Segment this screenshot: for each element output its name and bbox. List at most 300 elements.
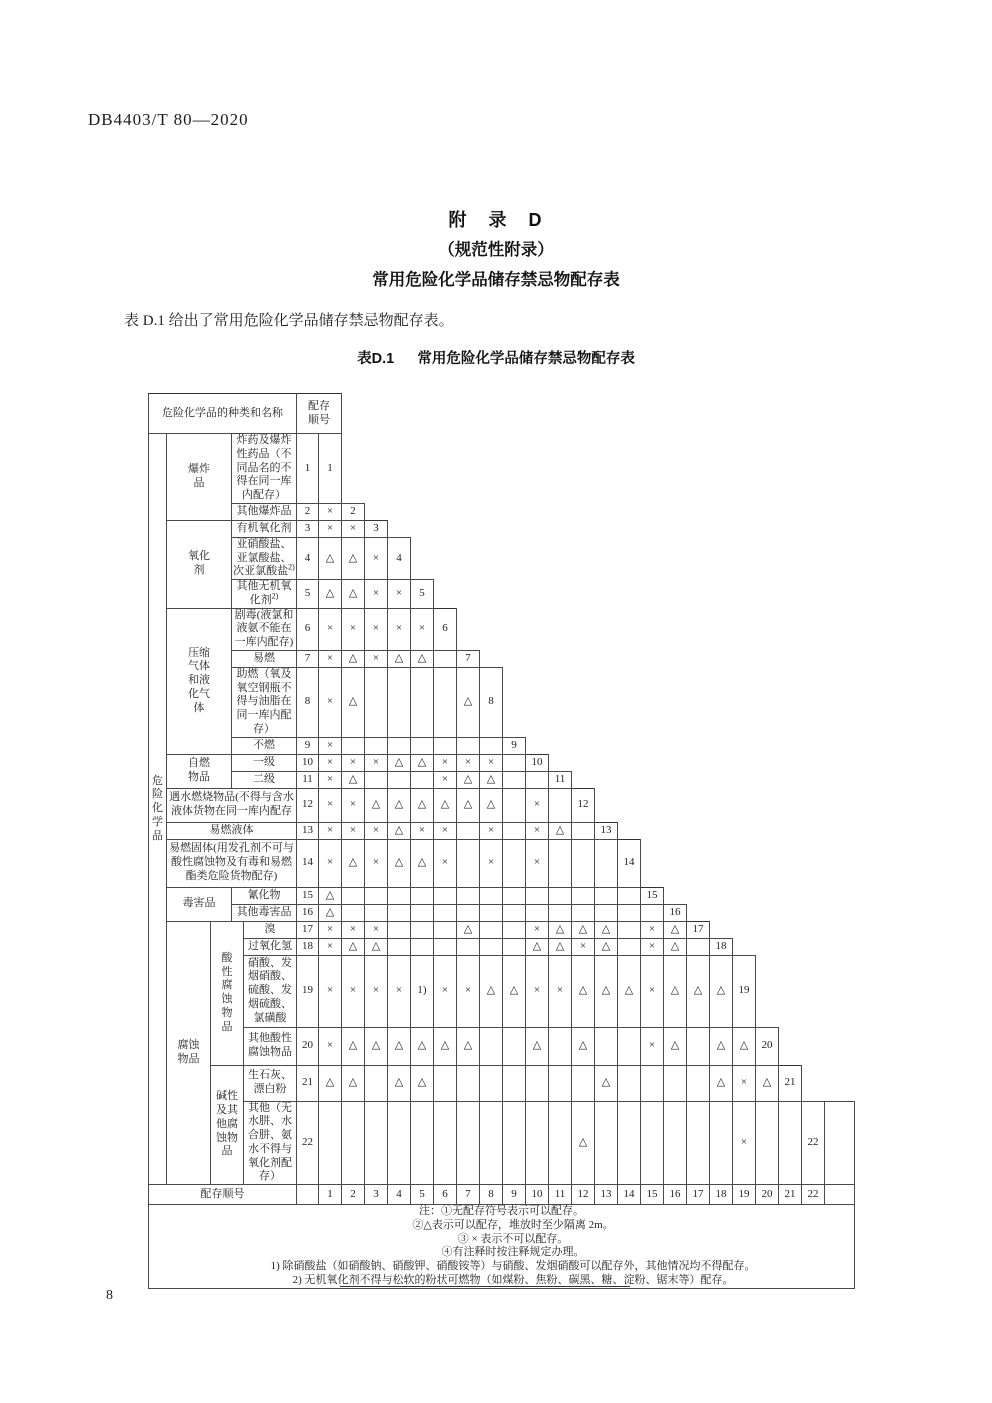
row-sequence-number: 14 <box>297 839 319 887</box>
matrix-cell: △ <box>572 1027 595 1065</box>
diagonal-number-cell: 9 <box>503 737 526 754</box>
row-label: 一级 <box>232 754 297 771</box>
matrix-cell: × <box>319 503 342 520</box>
row-label: 其他毒害品 <box>232 904 297 921</box>
matrix-cell: × <box>365 955 388 1027</box>
matrix-cell: × <box>342 520 365 537</box>
matrix-cell-empty <box>618 921 641 938</box>
matrix-cell: △ <box>434 788 457 822</box>
matrix-cell: × <box>411 608 434 650</box>
matrix-cell: × <box>457 754 480 771</box>
matrix-cell: × <box>342 822 365 839</box>
row-sequence-number: 18 <box>297 938 319 955</box>
matrix-cell-empty <box>434 650 457 667</box>
matrix-cell-empty <box>549 839 572 887</box>
matrix-cell: △ <box>342 1065 365 1101</box>
matrix-cell-empty <box>480 887 503 904</box>
footer-column-number: 19 <box>733 1185 756 1205</box>
matrix-cell-empty <box>664 1101 687 1185</box>
matrix-cell-empty <box>365 1065 388 1101</box>
group-label: 腐蚀物品 <box>167 921 211 1185</box>
matrix-cell: × <box>319 822 342 839</box>
matrix-cell: △ <box>342 650 365 667</box>
matrix-cell: × <box>388 955 411 1027</box>
matrix-cell: △ <box>710 1027 733 1065</box>
row-sequence-number: 7 <box>297 650 319 667</box>
matrix-cell: × <box>526 955 549 1027</box>
matrix-cell: × <box>365 608 388 650</box>
matrix-cell-empty <box>595 904 618 921</box>
matrix-cell-empty <box>365 904 388 921</box>
matrix-cell-empty <box>388 771 411 788</box>
matrix-cell: △ <box>319 887 342 904</box>
matrix-cell-empty <box>342 887 365 904</box>
matrix-cell: × <box>365 754 388 771</box>
matrix-cell: △ <box>319 580 342 609</box>
matrix-cell-empty <box>388 667 411 737</box>
diagonal-number-cell: 17 <box>687 921 710 938</box>
matrix-cell-empty <box>503 887 526 904</box>
row-label: 生石灰、漂白粉 <box>244 1065 297 1101</box>
matrix-cell: × <box>365 580 388 609</box>
trailing-empty-cell <box>825 1101 855 1185</box>
note-line: 2) 无机氧化剂不得与松软的粉状可燃物（如煤粉、焦粉、碳黑、糖、淀粉、锯末等）配存。 <box>292 1273 734 1286</box>
note-line: ④有注释时按注释规定办理。 <box>441 1246 585 1259</box>
row-label: 易燃 <box>232 650 297 667</box>
matrix-cell: × <box>319 650 342 667</box>
table-header-kinds-and-names: 危险化学品的种类和名称 <box>149 394 297 434</box>
row-sequence-number: 8 <box>297 667 319 737</box>
footer-column-number: 12 <box>572 1185 595 1205</box>
matrix-cell: × <box>319 938 342 955</box>
matrix-cell: 1) <box>411 955 434 1027</box>
matrix-cell: × <box>319 771 342 788</box>
diagonal-number-cell: 3 <box>365 520 388 537</box>
table-notes <box>149 1205 855 1289</box>
matrix-cell-empty <box>779 1101 802 1185</box>
matrix-cell-empty <box>388 1101 411 1185</box>
matrix-cell: × <box>457 955 480 1027</box>
matrix-cell: △ <box>457 921 480 938</box>
vertical-axis-label-hazardous-chemicals: 危 险 化 学 品 <box>149 434 167 1185</box>
intro-paragraph: 表 D.1 给出了常用危险化学品储存禁忌物配存表。 <box>124 313 454 329</box>
matrix-cell: △ <box>480 771 503 788</box>
matrix-cell: × <box>434 955 457 1027</box>
matrix-cell-empty <box>503 788 526 822</box>
group-label: 爆炸品 <box>167 434 232 521</box>
matrix-cell: △ <box>664 955 687 1027</box>
row-sequence-number: 5 <box>297 580 319 609</box>
matrix-cell-empty <box>434 921 457 938</box>
row-label: 其他无机氧化剂$^{2)}$ <box>232 580 297 609</box>
matrix-cell: △ <box>572 955 595 1027</box>
matrix-cell: △ <box>572 1101 595 1185</box>
diagonal-number-cell: 14 <box>618 839 641 887</box>
row-sequence-number: 1 <box>297 434 319 504</box>
row-label: 硝酸、发烟硝酸、硫酸、发烟硫酸、氯磺酸 <box>244 955 297 1027</box>
matrix-cell: △ <box>503 955 526 1027</box>
matrix-cell-empty <box>549 1027 572 1065</box>
group-label: 氧化剂 <box>167 520 232 608</box>
matrix-cell: △ <box>388 754 411 771</box>
matrix-cell-empty <box>526 1101 549 1185</box>
diagonal-number-cell: 10 <box>526 754 549 771</box>
matrix-cell: △ <box>572 921 595 938</box>
matrix-cell-empty <box>365 771 388 788</box>
matrix-cell: × <box>434 754 457 771</box>
diagonal-number-cell: 7 <box>457 650 480 667</box>
row-sequence-number: 16 <box>297 904 319 921</box>
matrix-cell-empty <box>572 887 595 904</box>
matrix-cell-empty <box>480 1101 503 1185</box>
matrix-cell: △ <box>342 938 365 955</box>
matrix-cell-empty <box>457 1101 480 1185</box>
matrix-cell-empty <box>319 1101 342 1185</box>
footer-sequence-label: 配存顺号 <box>149 1185 297 1205</box>
footer-column-number: 17 <box>687 1185 710 1205</box>
footer-trailing-empty-cell <box>825 1185 855 1205</box>
matrix-cell-empty <box>687 938 710 955</box>
matrix-cell: △ <box>342 839 365 887</box>
matrix-cell: × <box>365 650 388 667</box>
row-sequence-number: 11 <box>297 771 319 788</box>
matrix-cell-empty <box>411 921 434 938</box>
matrix-cell-empty <box>434 904 457 921</box>
matrix-cell: × <box>572 938 595 955</box>
row-sequence-number: 2 <box>297 503 319 520</box>
matrix-cell: △ <box>411 754 434 771</box>
row-label: 易燃固体(用发孔剂不可与酸性腐蚀物及有毒和易燃酯类危险货物配存) <box>167 839 297 887</box>
matrix-cell: △ <box>457 1027 480 1065</box>
matrix-cell-empty <box>687 1027 710 1065</box>
row-sequence-number: 22 <box>297 1101 319 1185</box>
footer-empty-cell <box>297 1185 319 1205</box>
matrix-cell-empty <box>480 904 503 921</box>
matrix-cell: × <box>641 955 664 1027</box>
matrix-cell: △ <box>342 580 365 609</box>
matrix-cell-empty <box>549 887 572 904</box>
matrix-cell: △ <box>710 955 733 1027</box>
matrix-cell: × <box>434 771 457 788</box>
matrix-cell: × <box>319 955 342 1027</box>
matrix-cell-empty <box>503 1065 526 1101</box>
matrix-cell: △ <box>480 955 503 1027</box>
matrix-cell: × <box>342 788 365 822</box>
footnote-marker: 2) <box>288 562 295 572</box>
matrix-cell-empty <box>411 904 434 921</box>
matrix-cell: × <box>480 839 503 887</box>
matrix-cell-empty <box>480 921 503 938</box>
matrix-cell-empty <box>526 771 549 788</box>
matrix-cell: △ <box>388 650 411 667</box>
row-label: 溴 <box>244 921 297 938</box>
matrix-cell: △ <box>365 788 388 822</box>
matrix-cell: × <box>526 788 549 822</box>
matrix-cell-empty <box>641 1065 664 1101</box>
matrix-cell-empty <box>549 788 572 822</box>
matrix-cell: × <box>365 921 388 938</box>
group-label: 毒害品 <box>167 887 232 921</box>
matrix-cell: × <box>480 822 503 839</box>
matrix-cell-empty <box>549 904 572 921</box>
matrix-cell-empty <box>503 839 526 887</box>
matrix-cell: △ <box>664 921 687 938</box>
group-label: 自燃物品 <box>167 754 232 788</box>
matrix-cell: △ <box>319 537 342 579</box>
matrix-cell-empty <box>480 938 503 955</box>
footer-column-number: 4 <box>388 1185 411 1205</box>
matrix-cell-empty <box>411 737 434 754</box>
matrix-cell: × <box>434 839 457 887</box>
footer-column-number: 5 <box>411 1185 434 1205</box>
matrix-cell: × <box>365 839 388 887</box>
table-caption-title: 常用危险化学品储存禁忌物配存表 <box>417 351 635 367</box>
footer-column-number: 7 <box>457 1185 480 1205</box>
matrix-cell-empty <box>457 737 480 754</box>
diagonal-number-cell: 19 <box>733 955 756 1027</box>
diagonal-number-cell: 18 <box>710 938 733 955</box>
matrix-cell-empty <box>411 887 434 904</box>
note-line: 1) 除硝酸盐（如硝酸钠、硝酸钾、硝酸铵等）与硝酸、发烟硝酸可以配存外，其他情况均不得配存。 <box>270 1260 756 1272</box>
diagonal-number-cell: 22 <box>802 1101 825 1185</box>
matrix-cell-empty <box>687 1065 710 1101</box>
matrix-cell-empty <box>457 938 480 955</box>
footer-column-number: 15 <box>641 1185 664 1205</box>
row-label: 二级 <box>232 771 297 788</box>
matrix-cell: △ <box>710 1065 733 1101</box>
matrix-cell-empty <box>572 1065 595 1101</box>
footer-column-number: 2 <box>342 1185 365 1205</box>
matrix-cell: △ <box>319 1065 342 1101</box>
group-label: 碱性及其他腐蚀物品 <box>211 1065 244 1185</box>
footer-column-number: 13 <box>595 1185 618 1205</box>
matrix-cell: △ <box>595 921 618 938</box>
matrix-cell: × <box>319 667 342 737</box>
matrix-cell-empty <box>411 1101 434 1185</box>
matrix-cell: △ <box>388 822 411 839</box>
matrix-cell: △ <box>388 1027 411 1065</box>
matrix-cell: △ <box>664 938 687 955</box>
page-number: 8 <box>106 1288 113 1303</box>
matrix-cell: △ <box>618 955 641 1027</box>
matrix-cell: × <box>342 921 365 938</box>
row-label: 其他酸性腐蚀物品 <box>244 1027 297 1065</box>
diagonal-number-cell: 4 <box>388 537 411 579</box>
matrix-cell-empty <box>641 1101 664 1185</box>
matrix-cell-empty <box>503 1101 526 1185</box>
matrix-cell: △ <box>756 1065 779 1101</box>
matrix-cell: △ <box>411 839 434 887</box>
matrix-cell: × <box>388 580 411 609</box>
matrix-cell-empty <box>480 1027 503 1065</box>
matrix-cell-empty <box>457 887 480 904</box>
matrix-cell-empty <box>342 737 365 754</box>
matrix-cell: × <box>319 921 342 938</box>
row-sequence-number: 6 <box>297 608 319 650</box>
matrix-cell: × <box>342 608 365 650</box>
row-sequence-number: 13 <box>297 822 319 839</box>
matrix-cell: △ <box>411 1065 434 1101</box>
matrix-cell: × <box>342 754 365 771</box>
row-label: 剧毒(液氯和液氨不能在一库内配存) <box>232 608 297 650</box>
matrix-cell-empty <box>595 1101 618 1185</box>
table-caption-label: 表D.1 <box>357 351 395 367</box>
matrix-cell: △ <box>457 771 480 788</box>
matrix-cell: △ <box>595 938 618 955</box>
diagonal-number-cell: 21 <box>779 1065 802 1101</box>
matrix-cell-empty <box>572 839 595 887</box>
matrix-cell-empty <box>457 839 480 887</box>
diagonal-number-cell: 5 <box>411 580 434 609</box>
note-line: 注：①无配存符号表示可以配存。 <box>419 1205 584 1217</box>
table-caption <box>0 347 992 368</box>
matrix-cell: △ <box>595 1065 618 1101</box>
matrix-cell: × <box>526 839 549 887</box>
note-line: ③ × 表示不可以配存。 <box>457 1232 569 1245</box>
matrix-cell-empty <box>411 771 434 788</box>
footer-column-number: 3 <box>365 1185 388 1205</box>
matrix-cell-empty <box>411 938 434 955</box>
matrix-cell-empty <box>572 904 595 921</box>
matrix-cell: × <box>319 754 342 771</box>
table-header-sequence-number: 配存顺号 <box>297 394 342 434</box>
matrix-cell: × <box>641 1027 664 1065</box>
matrix-cell-empty <box>595 839 618 887</box>
row-label: 其他爆炸品 <box>232 503 297 520</box>
matrix-cell-empty <box>549 1065 572 1101</box>
matrix-cell-empty <box>756 1101 779 1185</box>
row-sequence-number: 9 <box>297 737 319 754</box>
matrix-cell-empty <box>687 1101 710 1185</box>
row-sequence-number: 20 <box>297 1027 319 1065</box>
matrix-cell: △ <box>365 1027 388 1065</box>
matrix-cell: △ <box>434 1027 457 1065</box>
matrix-cell: × <box>733 1065 756 1101</box>
diagonal-number-cell: 6 <box>434 608 457 650</box>
matrix-cell-empty <box>388 921 411 938</box>
matrix-cell: △ <box>319 904 342 921</box>
row-sequence-number: 4 <box>297 537 319 579</box>
matrix-cell: △ <box>388 839 411 887</box>
matrix-cell-empty <box>342 1101 365 1185</box>
matrix-cell-empty <box>641 904 664 921</box>
matrix-cell-empty <box>618 904 641 921</box>
document-code: DB4403/T 80—2020 <box>88 110 249 129</box>
matrix-cell: △ <box>342 1027 365 1065</box>
matrix-cell: × <box>526 921 549 938</box>
matrix-cell-empty <box>434 887 457 904</box>
matrix-cell-empty <box>618 887 641 904</box>
footer-column-number: 20 <box>756 1185 779 1205</box>
matrix-cell-empty <box>526 904 549 921</box>
matrix-cell: △ <box>457 667 480 737</box>
matrix-cell: △ <box>365 938 388 955</box>
matrix-cell-empty <box>411 667 434 737</box>
matrix-cell-empty <box>595 887 618 904</box>
row-sequence-number: 10 <box>297 754 319 771</box>
diagonal-number-cell: 15 <box>641 887 664 904</box>
matrix-cell-empty <box>480 1065 503 1101</box>
matrix-cell: × <box>641 921 664 938</box>
matrix-cell-empty <box>365 737 388 754</box>
matrix-cell-empty <box>595 1027 618 1065</box>
matrix-cell-empty <box>457 904 480 921</box>
matrix-cell: △ <box>595 955 618 1027</box>
row-label: 氰化物 <box>232 887 297 904</box>
matrix-cell: △ <box>526 1027 549 1065</box>
matrix-cell-empty <box>365 887 388 904</box>
matrix-cell: × <box>319 1027 342 1065</box>
diagonal-number-cell: 12 <box>572 788 595 822</box>
row-label: 不燃 <box>232 737 297 754</box>
footer-column-number: 14 <box>618 1185 641 1205</box>
diagonal-number-cell: 16 <box>664 904 687 921</box>
matrix-cell: △ <box>342 537 365 579</box>
matrix-cell-empty <box>457 1065 480 1101</box>
matrix-cell: △ <box>388 1065 411 1101</box>
footer-divider-line <box>340 1286 630 1287</box>
matrix-cell: × <box>411 822 434 839</box>
compatibility-matrix-table <box>148 393 855 1289</box>
matrix-cell: △ <box>664 1027 687 1065</box>
matrix-cell-empty <box>618 938 641 955</box>
diagonal-number-cell: 13 <box>595 822 618 839</box>
matrix-cell-empty <box>618 1101 641 1185</box>
footer-column-number: 9 <box>503 1185 526 1205</box>
matrix-cell-empty <box>434 667 457 737</box>
footer-column-number: 18 <box>710 1185 733 1205</box>
matrix-cell: × <box>319 608 342 650</box>
matrix-cell-empty <box>434 737 457 754</box>
matrix-cell: △ <box>411 788 434 822</box>
compatibility-table-container <box>148 393 855 1289</box>
matrix-cell: × <box>342 955 365 1027</box>
matrix-cell: △ <box>549 921 572 938</box>
matrix-cell: × <box>549 955 572 1027</box>
matrix-cell-empty <box>526 1065 549 1101</box>
footer-column-number: 8 <box>480 1185 503 1205</box>
diagonal-number-cell: 11 <box>549 771 572 788</box>
matrix-cell: × <box>319 839 342 887</box>
matrix-cell: △ <box>411 1027 434 1065</box>
matrix-cell-empty <box>549 1101 572 1185</box>
diagonal-number-cell: 1 <box>319 434 342 504</box>
matrix-cell: × <box>388 608 411 650</box>
row-sequence-number: 3 <box>297 520 319 537</box>
footer-column-number: 11 <box>549 1185 572 1205</box>
matrix-cell-empty <box>342 904 365 921</box>
row-label: 其他（无水肼、水合肼、氨水不得与氧化剂配存） <box>244 1101 297 1185</box>
row-sequence-number: 19 <box>297 955 319 1027</box>
footer-column-number: 10 <box>526 1185 549 1205</box>
matrix-cell-empty <box>618 1027 641 1065</box>
group-label: 酸性腐蚀物品 <box>211 921 244 1065</box>
note-line: ②△表示可以配存，堆放时至少隔离 2m。 <box>412 1218 614 1231</box>
matrix-cell: × <box>365 537 388 579</box>
appendix-title-heading: 常用危险化学品储存禁忌物配存表 <box>372 271 620 289</box>
row-label: 有机氧化剂 <box>232 520 297 537</box>
matrix-cell-empty <box>503 938 526 955</box>
matrix-cell-empty <box>503 1027 526 1065</box>
matrix-cell: × <box>434 822 457 839</box>
matrix-cell-empty <box>434 1101 457 1185</box>
matrix-cell-empty <box>526 887 549 904</box>
matrix-cell: △ <box>687 955 710 1027</box>
row-label: 过氧化氢 <box>244 938 297 955</box>
group-label: 压缩气体和液化气体 <box>167 608 232 754</box>
matrix-cell-empty <box>365 667 388 737</box>
matrix-cell: × <box>733 1101 756 1185</box>
